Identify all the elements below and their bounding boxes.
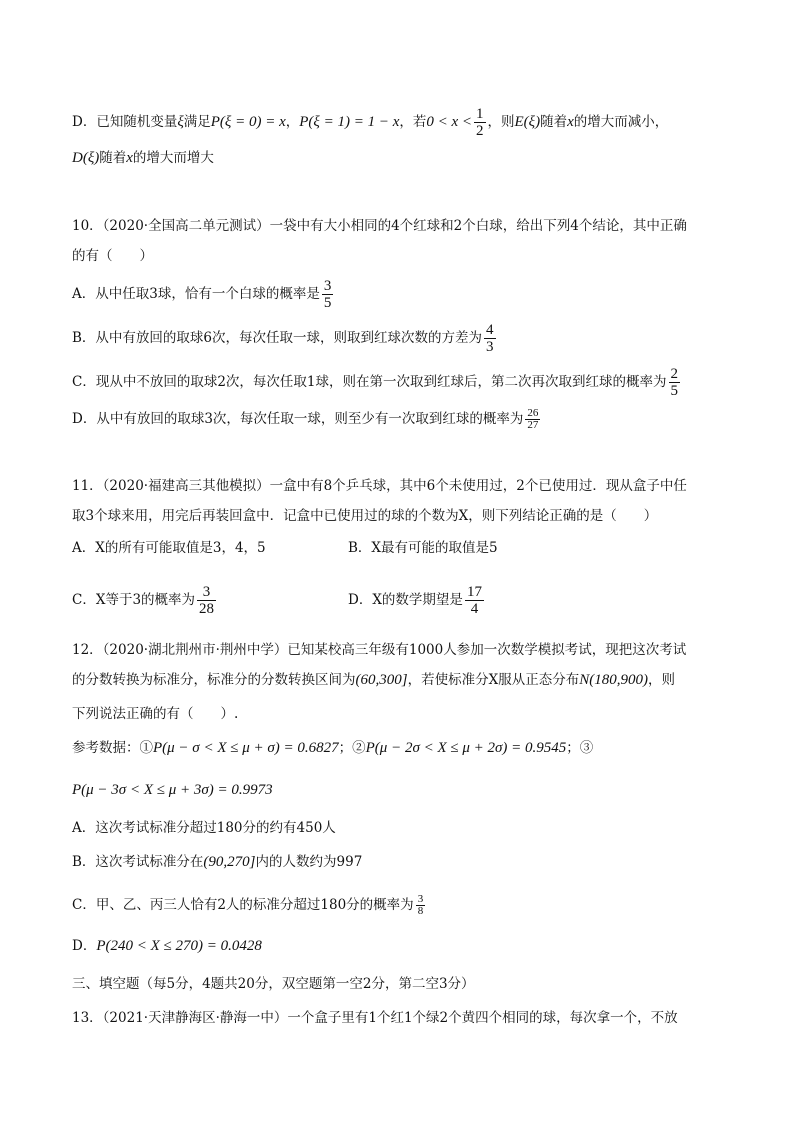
q11-option-c (72, 584, 218, 617)
q9d-inequality: 0 < x < (426, 114, 473, 130)
q12-c-den: 8 (417, 905, 424, 917)
q11-c-den: 28 (199, 601, 215, 617)
q11-option-b: B．X最有可能的取值是5 (348, 540, 498, 556)
q10-a-num: 3 (323, 278, 332, 294)
q12-b-pre: B．这次考试标准分在 (72, 854, 204, 870)
q9d-x2: x (126, 150, 133, 166)
q9d-then: ，则 (487, 114, 515, 130)
q10-option-a (72, 278, 335, 311)
q10-option-b (72, 322, 498, 355)
q10-d-fraction (525, 408, 540, 431)
q12-c-num: 3 (417, 893, 424, 905)
xi-symbol: ξ (177, 114, 184, 130)
q10-option-c (72, 366, 682, 399)
q11-stem-line2: 取3个球来用，用完后再装回盒中．记盒中已使用过的球的个数为X，则下列结论正确的是（ ） (72, 508, 658, 524)
q11-d-text: D．X的数学期望是 (348, 592, 463, 608)
q12-ref2: P(μ − 2σ < X ≤ μ + 2σ) = 0.9545 (365, 740, 567, 756)
q9d-prefix: D．已知随机变量 (72, 114, 178, 130)
q12-ref-label: 参考数据：① (72, 740, 153, 756)
q10-c-num: 2 (670, 366, 679, 382)
q9d-x: x (567, 114, 574, 130)
q12-stem2b: ，若使标准分X服从正态分布 (407, 672, 580, 688)
q12-option-d (72, 936, 262, 956)
q12-option-b (72, 852, 362, 872)
q9d-tail3: 随着 (99, 150, 127, 166)
q10-stem-line2: 的有（ ） (72, 248, 153, 264)
q9d-if: ，若 (399, 114, 427, 130)
q9-option-d-line1 (72, 106, 668, 139)
q12-ref1: P(μ − σ < X ≤ μ + σ) = 0.6827 (153, 740, 339, 756)
q11-option-a: A．X的所有可能取值是3，4，5 (72, 540, 266, 556)
q12-distribution: N(180,900) (579, 672, 648, 688)
q12-ref3: P(μ − 3σ < X ≤ μ + 3σ) = 0.9973 (72, 782, 273, 798)
q9d-comma: ， (285, 114, 300, 130)
q10-d-text: D．从中有放回的取球3次，每次任取一球，则至少有一次取到红球的概率为 (72, 411, 524, 427)
q10-b-text: B．从中有放回的取球6次，每次任取一球，则取到红球次数的方差为 (72, 330, 483, 346)
q12-stem2c: ，则 (647, 672, 675, 688)
q9d-p1: P(ξ = 1) = 1 − x (299, 114, 400, 130)
q9d-frac-num: 1 (476, 106, 484, 122)
q12-stem-line1: 12．（2020·湖北荆州市·荆州中学）已知某校高三年级有1000人参加一次数学模拟考试，现把这次考试 (72, 642, 687, 658)
q12-d-pre: D． (72, 938, 97, 954)
q9d-fraction (474, 106, 486, 139)
q10-b-den: 3 (486, 339, 494, 355)
q12-ref-sep2: ；② (338, 740, 366, 756)
section-3-heading: 三、填空题（每5分，4题共20分，双空题第一空2分，第二空3分） (72, 976, 475, 992)
q12-d-math: P(240 < X ≤ 270) = 0.0428 (96, 938, 262, 954)
q12-b-interval: (90,270] (203, 854, 256, 870)
q9d-tail1: 随着 (540, 114, 568, 130)
q9d-satisfies: 满足 (183, 114, 211, 130)
q9d-tail2: 的增大而减小， (573, 114, 669, 130)
q10-c-den: 5 (670, 383, 679, 399)
q10-b-fraction (484, 322, 496, 355)
q12-reference-data (72, 738, 593, 758)
q11-c-num: 3 (197, 584, 216, 601)
q12-stem2a: 的分数转换为标准分，标准分的分数转换区间为 (72, 672, 356, 688)
q9d-tail4: 的增大而增大 (132, 150, 214, 166)
q12-option-c (72, 894, 427, 917)
q9d-expectation: E(ξ) (514, 114, 541, 130)
q11-stem-line1: 11．（2020·福建高三其他模拟）一盒中有8个乒乓球，其中6个未使用过，2个已使用过．现从盒子中任 (72, 478, 687, 494)
q12-ref-sep3: ；③ (566, 740, 594, 756)
q10-b-num: 4 (486, 322, 494, 338)
q9d-frac-den: 2 (476, 123, 484, 139)
q11-c-fraction (197, 584, 216, 617)
q10-c-fraction (669, 366, 681, 399)
q12-c-fraction (416, 894, 426, 917)
q12-option-a: A．这次考试标准分超过180分的约有450人 (72, 820, 336, 836)
q11-d-num: 17 (466, 584, 482, 600)
q10-d-den: 27 (527, 419, 539, 431)
q10-c-text: C．现从中不放回的取球2次，每次任取1球，则在第一次取到红球后，第二次再次取到红球的概率为 (72, 374, 667, 390)
q12-stem-line3: 下列说法正确的有（ ）. (72, 706, 239, 722)
q10-a-fraction (322, 278, 334, 311)
q10-a-text: A．从中任取3球，恰有一个白球的概率是 (72, 286, 320, 302)
q12-b-post: 内的人数约为997 (255, 854, 363, 870)
q9d-variance: D(ξ) (72, 150, 100, 166)
q12-reference-3 (72, 780, 273, 800)
q10-a-den: 5 (323, 295, 332, 311)
q9-option-d-line2 (72, 148, 214, 168)
q9d-p0: P(ξ = 0) = x (210, 114, 286, 130)
q13-stem-line1: 13．（2021·天津静海区·静海一中）一个盒子里有1个红1个绿2个黄四个相同的球，每次拿一个，不放 (72, 1010, 678, 1026)
q10-d-num: 26 (527, 407, 539, 419)
q11-c-text: C．X等于3的概率为 (72, 592, 196, 608)
q12-c-text: C．甲、乙、丙三人恰有2人的标准分超过180分的概率为 (72, 897, 414, 913)
q10-stem-line1: 10．（2020·全国高二单元测试）一袋中有大小相同的4个红球和2个白球，给出下列4个结论，其中正确 (72, 218, 687, 234)
q11-d-den: 4 (470, 601, 479, 617)
q11-option-d (348, 584, 486, 617)
q12-stem-line2 (72, 670, 675, 690)
q12-interval: (60,300] (355, 672, 408, 688)
q10-option-d (72, 408, 542, 431)
q11-d-fraction (465, 584, 484, 617)
